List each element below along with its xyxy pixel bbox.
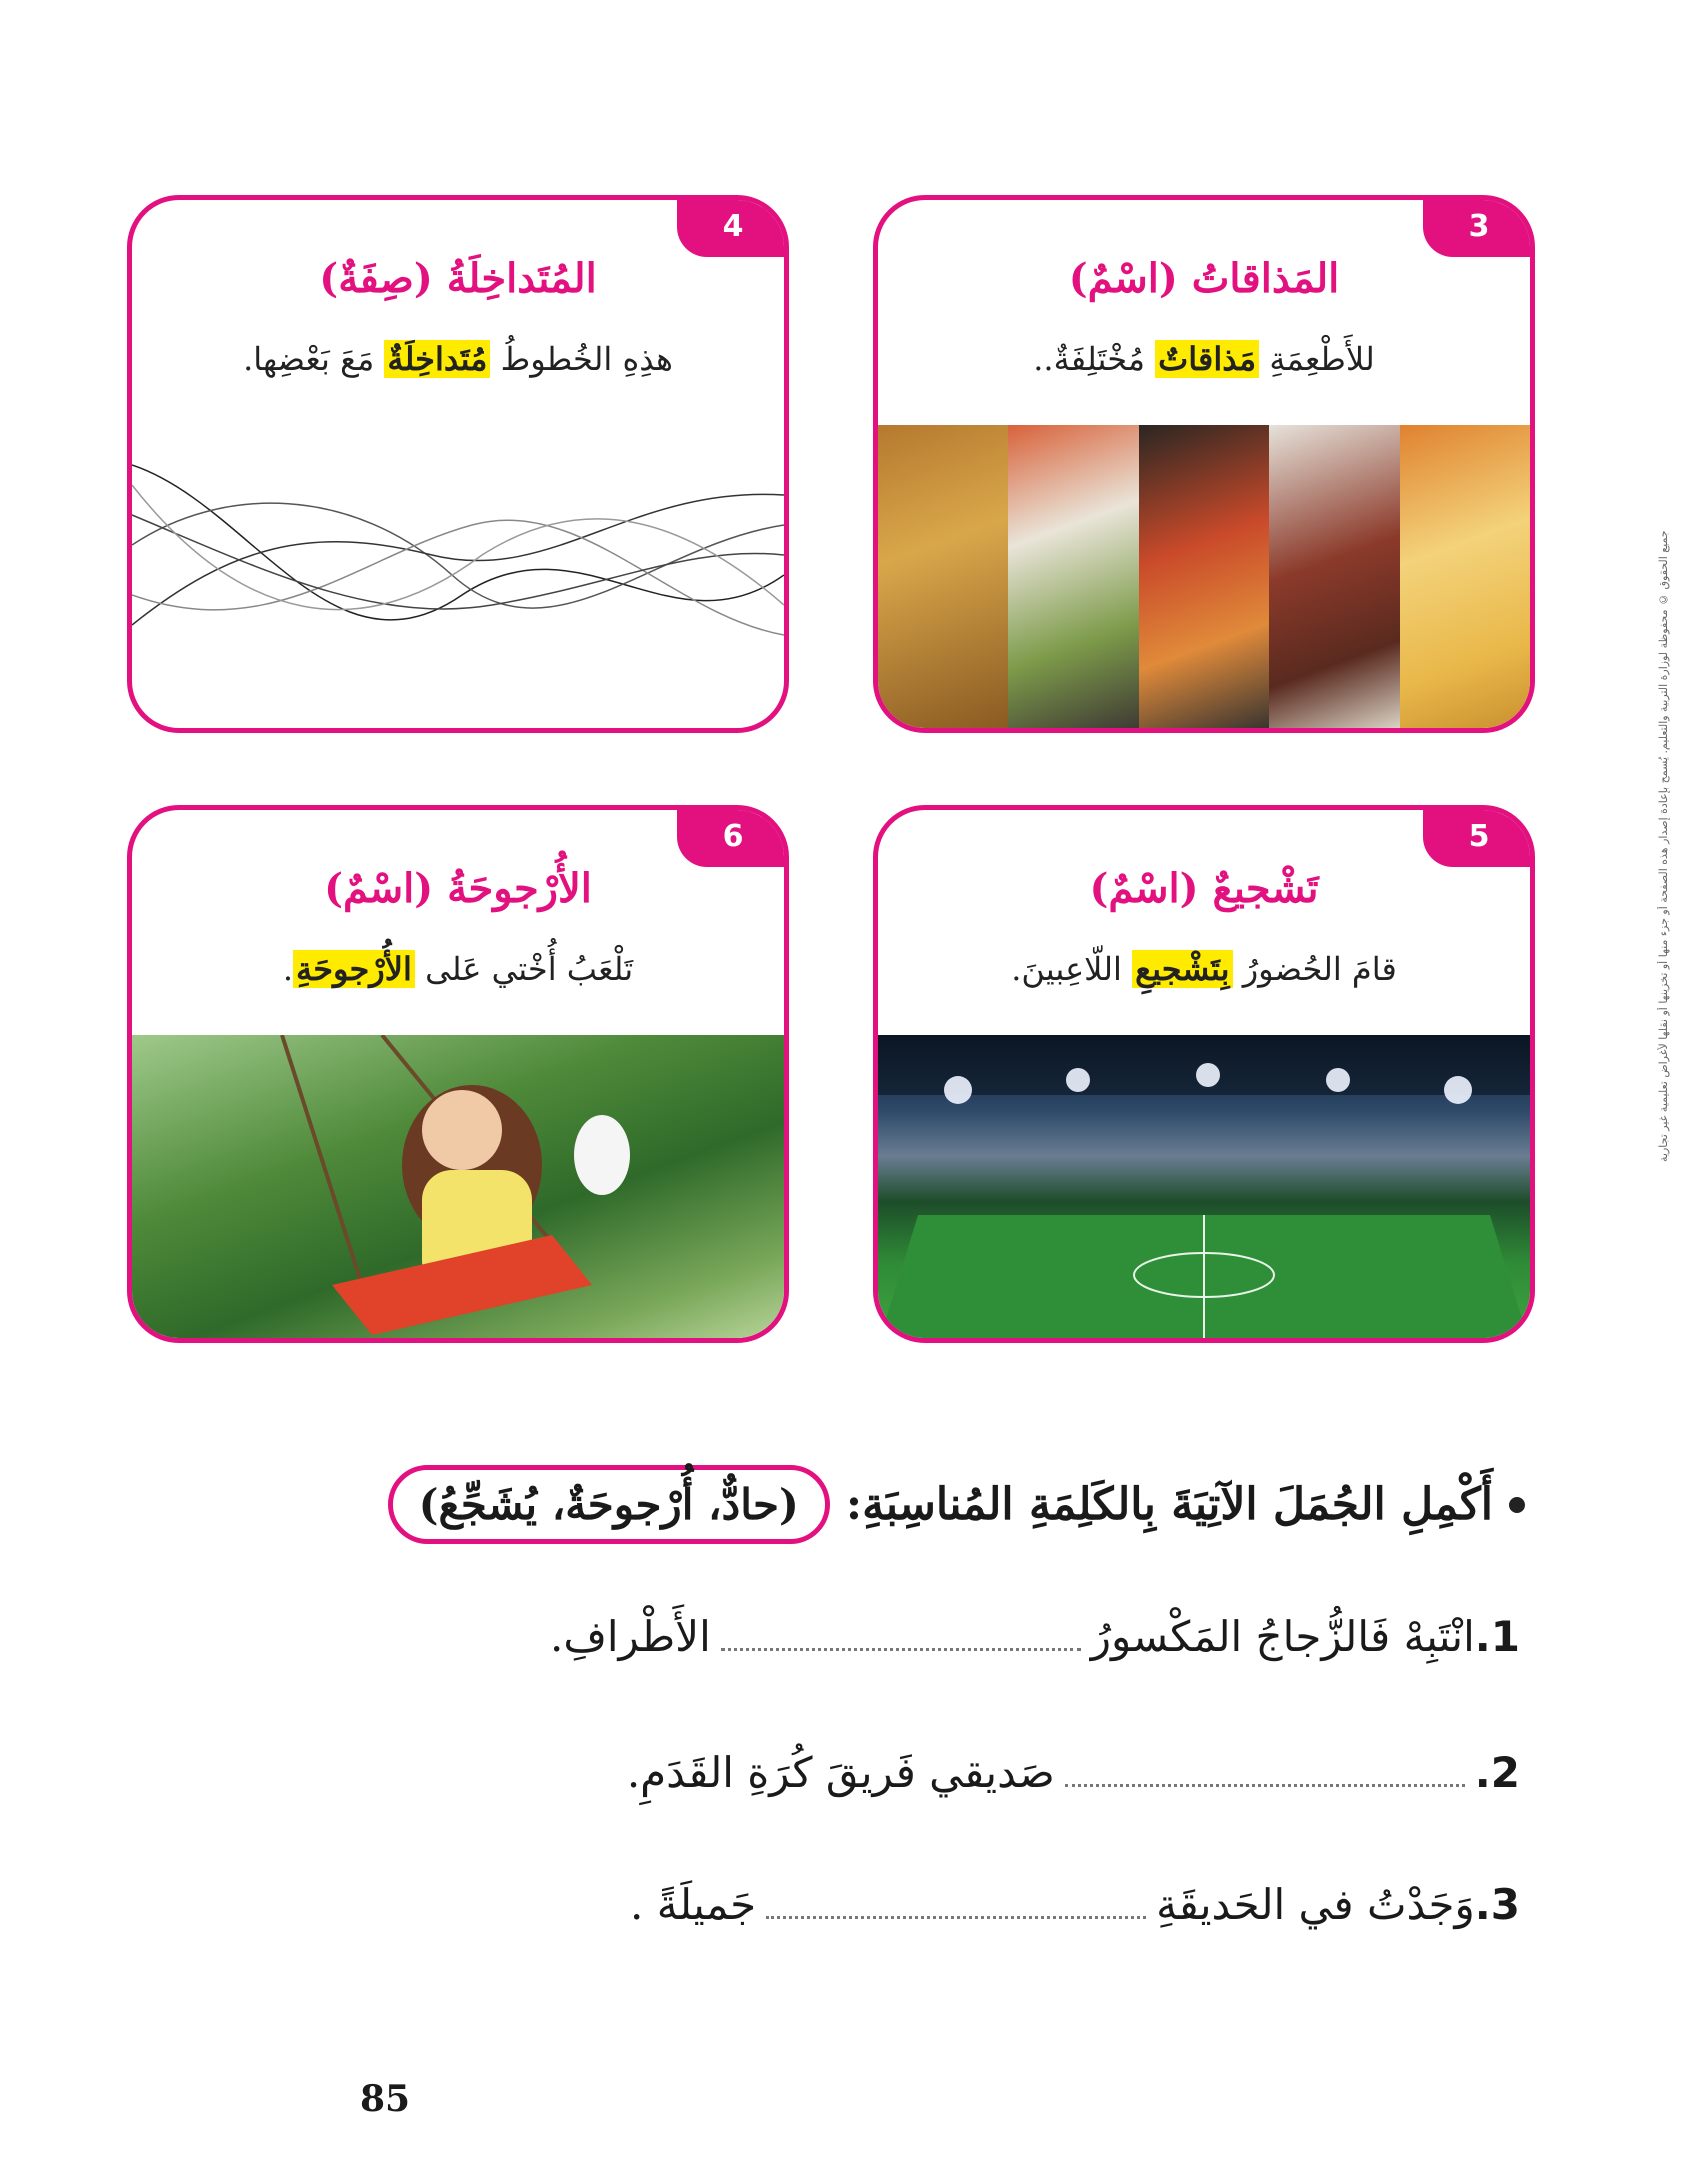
- card-number: 3: [1423, 195, 1535, 257]
- card-title: المُتَداخِلَةُ (صِفَةٌ): [319, 255, 597, 302]
- card-number: 4: [677, 195, 789, 257]
- page-number: 85: [360, 2078, 411, 2120]
- bullet-icon: [1509, 1497, 1525, 1513]
- copyright-note: جميع الحقوق © محفوظة لوزارة التربية والتعليم. يُسمح بإعادة إصدار هذه الصفحة أو جزء منها أو تخزينها أو نقلها لأغراض تعليمية غير تجارية: [1657, 530, 1670, 1162]
- answer-blank[interactable]: [721, 1638, 1081, 1651]
- card-title: تَشْجيعٌ (اسْمٌ): [1089, 865, 1319, 912]
- answer-blank[interactable]: [1065, 1774, 1465, 1787]
- card-number: 6: [677, 805, 789, 867]
- highlighted-word: بِتَشْجيعِ: [1132, 950, 1232, 988]
- card-number: 5: [1423, 805, 1535, 867]
- card-4: [127, 195, 789, 733]
- stadium-photo-image: [878, 1035, 1530, 1338]
- highlighted-word: الأُرْجوحَةِ: [293, 950, 415, 988]
- card-5: [873, 805, 1535, 1343]
- food-photos-image: [878, 425, 1530, 728]
- instruction-text: أَكْمِلِ الجُمَلَ الآتِيَةَ بِالكَلِمَةِ المُناسِبَةِ:: [845, 1479, 1493, 1530]
- exercise-instruction: [388, 1465, 1525, 1544]
- card-title: الأُرْجوحَةُ (اسْمٌ): [324, 865, 592, 912]
- highlighted-word: مَذاقاتٌ: [1155, 340, 1259, 378]
- card-sentence: هذِهِ الخُطوطُ مُتَداخِلَةٌ مَعَ بَعْضِها.: [243, 340, 673, 378]
- card-sentence: قامَ الحُضورُ بِتَشْجيعِ اللّاعِبينَ.: [1011, 950, 1397, 988]
- answer-blank[interactable]: [766, 1906, 1146, 1919]
- question-1: 1.انْتَبِهْ فَالزُّجاجُ المَكْسورُالأَطْرافِ.: [549, 1612, 1520, 1661]
- question-2: 2.صَديقي فَريقَ كُرَةِ القَدَمِ.: [626, 1748, 1520, 1797]
- card-sentence: للأَطْعِمَةِ مَذاقاتٌ مُخْتَلِفَةٌ..: [1033, 340, 1375, 378]
- highlighted-word: مُتَداخِلَةٌ: [384, 340, 490, 378]
- card-title: المَذاقاتُ (اسْمٌ): [1068, 255, 1340, 302]
- word-bank: (حادٌّ، أُرْجوحَةٌ، يُشَجِّعُ): [388, 1465, 830, 1544]
- card-sentence: تَلْعَبُ أُخْتي عَلى الأُرْجوحَةِ.: [282, 950, 634, 988]
- card-6: [127, 805, 789, 1343]
- intertwined-lines-image: [132, 425, 784, 728]
- card-3: [873, 195, 1535, 733]
- question-3: 3.وَجَدْتُ في الحَديقَةِجَميلَةً .: [630, 1880, 1520, 1929]
- girl-on-swing-photo-image: [132, 1035, 784, 1338]
